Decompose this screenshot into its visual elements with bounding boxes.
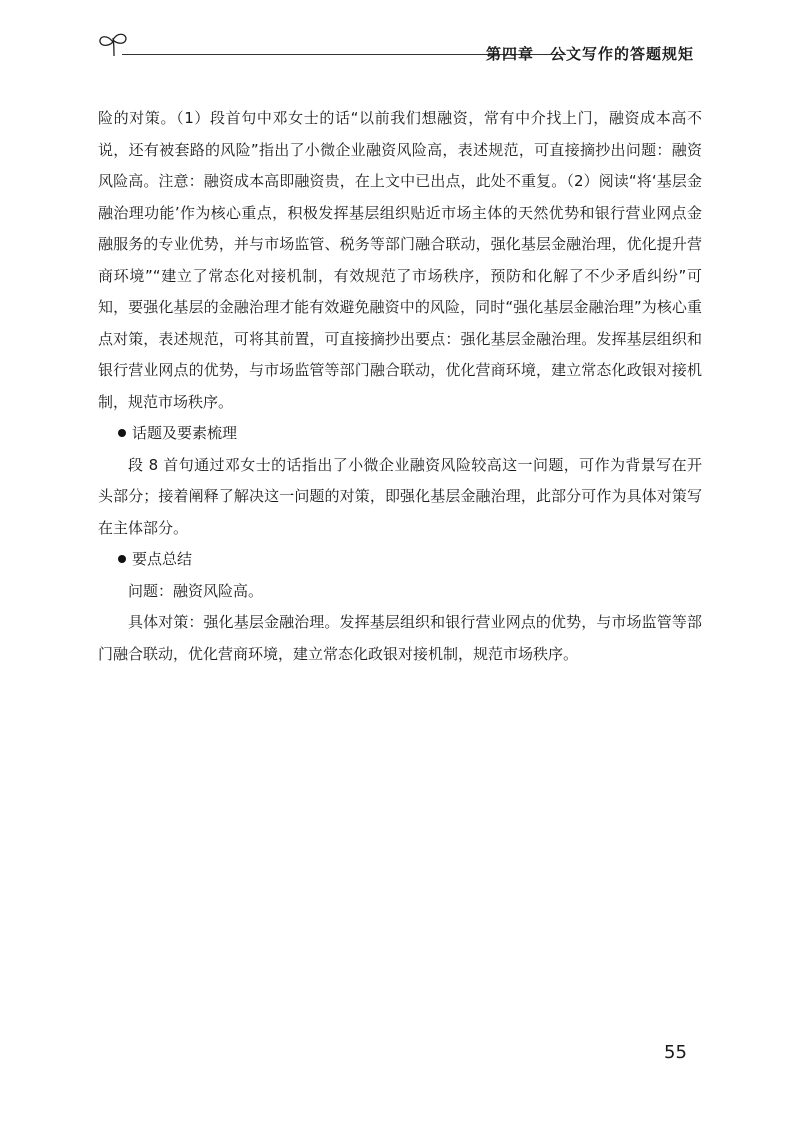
running-header (96, 30, 696, 70)
page-number: 55 (664, 1042, 687, 1063)
bullet-icon (118, 555, 126, 563)
bullet-icon (118, 429, 126, 437)
sprout-icon (96, 30, 132, 60)
chapter-title: 第四章 公文写作的答题规矩 (485, 45, 694, 63)
body-paragraph: 段 8 首句通过邓女士的话指出了小微企业融资风险较高这一问题，可作为背景写在开头部分；接着阐释了解决这一问题的对策，即强化基层金融治理，此部分可作为具体对策写在主体部分。 (98, 455, 702, 537)
section-heading (98, 544, 702, 576)
section-heading-text: 要点总结 (132, 550, 193, 568)
section-heading-text: 话题及要素梳理 (132, 424, 238, 442)
problem-line: 问题：融资风险高。 (128, 581, 264, 600)
section-heading (98, 418, 702, 450)
measures-line: 具体对策：强化基层金融治理。发挥基层组织和银行营业网点的优势，与市场监管等部门融合联动，优化营商环境，建立常态化政银对接机制，规范市场秩序。 (98, 613, 702, 663)
body-paragraph: 险的对策。（1）段首句中邓女士的话“以前我们想融资，常有中介找上门，融资成本高不说，还有被套路的风险”指出了小微企业融资风险高，表述规范，可直接摘抄出问题：融资风险高。注意：融资成本高即融资贵，在上文中已出点，此处不重复。（2）阅读“将‘基层金融治理功能’作为核心重点，积极发挥基层组织贴近市场主体的天然优势和银行营业网点金融服务的专业优势，并与市场监管、税务等部门融合联动，强化基层金融治理，优化提升营商环境”“建立了常态化对接机制，有效规范了市场秩序，预防和化解了不少矛盾纠纷”可知，要强化基层的金融治理才能有效避免融资中的风险，同时“强化基层金融治理”为核心重点对策，表述规范，可将其前置，可直接摘抄出要点：强化基层金融治理。发挥基层组织和银行营业网点的优势，与市场监管等部门融合联动，优化营商环境，建立常态化政银对接机制，规范市场秩序。 (98, 109, 702, 411)
page-body (98, 103, 702, 670)
